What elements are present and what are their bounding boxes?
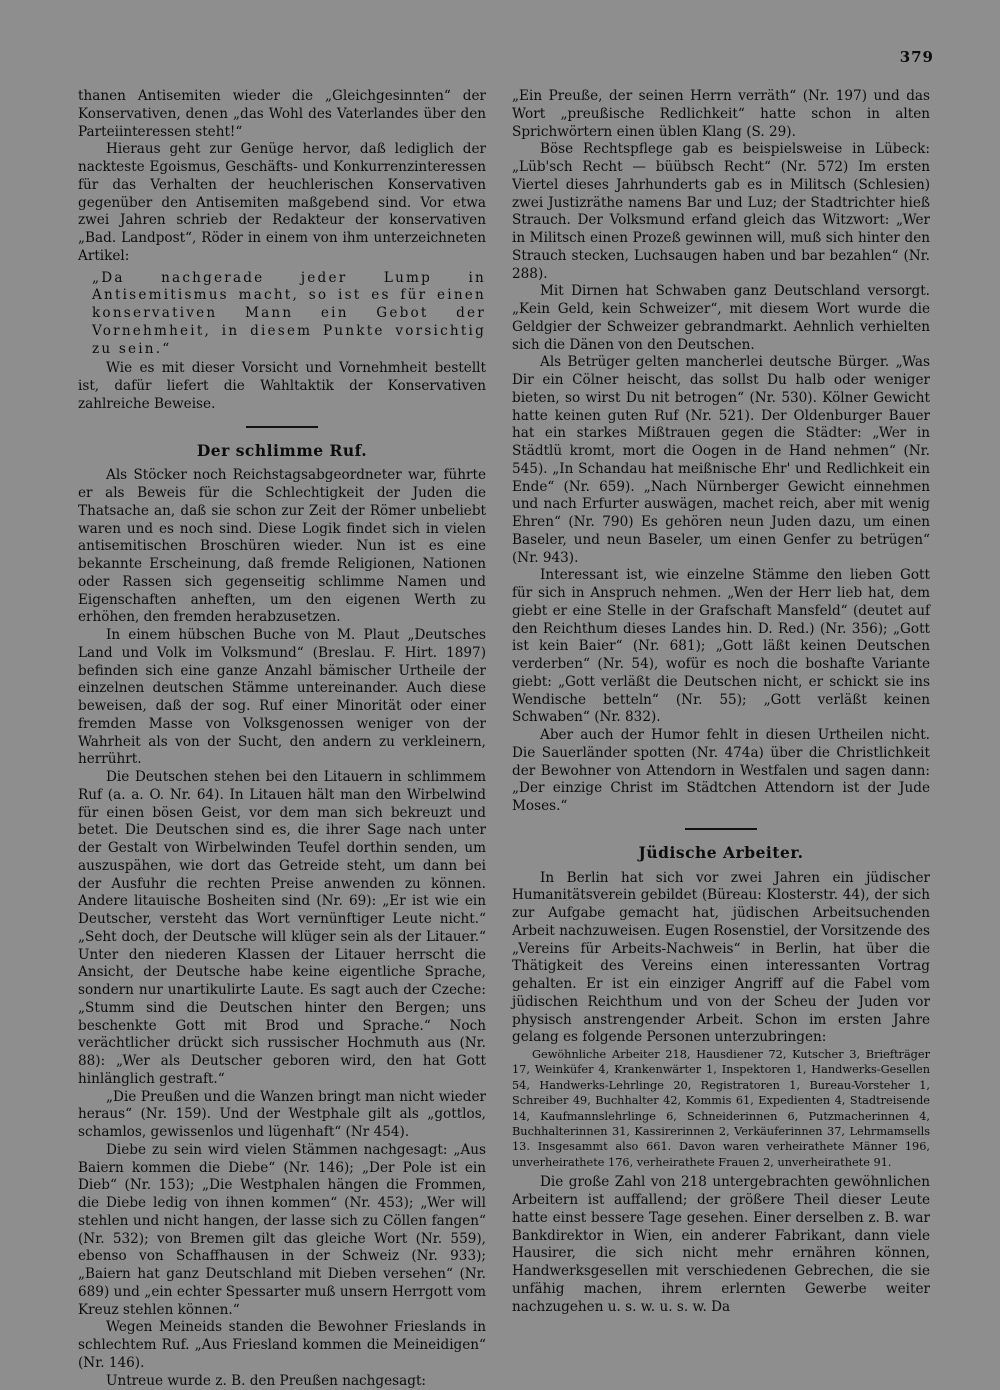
paragraph: Als Stöcker noch Reichstagsabgeordneter war, führte er als Beweis für die Schlechtigkeit der Juden die Thatsache an, daß sie schon zur Zeit der Römer unbeliebt waren und es noch sind. Diese Logik findet sich in vielen antisemitischen Broschüren wieder. Nun ist es eine bekannte Erscheinung, daß fremde Religionen, Nationen oder Rassen sich gegenseitig schlimme Namen und Eigenschaften anheften, um den eigenen Werth zu erhöhen, den fremden herabzusetzen. [78,467,486,627]
paragraph: Böse Rechtspflege gab es beispielsweise in Lübeck: „Lüb'sch Recht — büübsch Recht“ (Nr. 572) Im ersten Viertel dieses Jahrhunderts gab es in Militsch (Schlesien) zwei Justizräthe namens Bar und Luz; der Stadtrichter hieß Strauch. Der Volksmund erfand gleich das Witzwort: „Wer in Militsch einen Prozeß gewinnen will, muß sich hinter den Strauch stecken, Luchsaugen haben und bar bezahlen“ (Nr. 288). [512,141,930,283]
section-heading: Jüdische Arbeiter. [512,844,930,862]
paragraph: Wegen Meineids standen die Bewohner Frieslands in schlechtem Ruf. „Aus Friesland kommen die Meineidigen“ (Nr. 146). [78,1319,486,1372]
paragraph: Hieraus geht zur Genüge hervor, daß lediglich der nackteste Egoismus, Geschäfts- und Konkurrenzinteressen für das Verhalten der heuchlerischen Konservativen gegenüber den Antisemiten maßgebend sind. Vor etwa zwei Jahren schrieb der Redakteur der konservativen „Bad. Landpost“, Röder in einem von ihm unterzeichneten Artikel: [78,141,486,265]
section-divider [246,426,318,428]
paragraph: In einem hübschen Buche von M. Plaut „Deutsches Land und Volk im Volksmund“ (Breslau. F. Hirt. 1897) befinden sich eine ganze Anzahl bämischer Urtheile der einzelnen deutschen Stämme untereinander. Auch diese beweisen, daß der sog. Ruf einer Minorität oder einer fremden Masse von Volksgenossen weniger von der Wahrheit als von der Sucht, den andern zu verkleinern, herrührt. [78,627,486,769]
paragraph: Die große Zahl von 218 untergebrachten gewöhnlichen Arbeitern ist auffallend; der größere Theil dieser Leute hatte einst bessere Tage gesehen. Einer derselben z. B. war Bankdirektor in Wien, ein anderer Fabrikant, dann viele Hausirer, die sich nicht mehr ernähren können, Handwerksgesellen mit verschiedenen Gebrechen, die sie unfähig machen, ihrem erlernten Gewerbe weiter nachzugehen u. s. w. u. s. w. Da [512,1174,930,1316]
left-column [78,88,486,1390]
paragraph: Mit Dirnen hat Schwaben ganz Deutschland versorgt. „Kein Geld, kein Schweizer“, mit diesem Wort wurde die Geldgier der Schweizer gebrandmarkt. Aehnlich verhielten sich die Dänen von den Deutschen. [512,283,930,354]
page-number: 379 [900,48,934,66]
paragraph: „Die Preußen und die Wanzen bringt man nicht wieder heraus“ (Nr. 159). Und der Westphale gilt als „gottlos, schamlos, gewissenlos und lügenhaft“ (Nr 454). [78,1089,486,1142]
paragraph: Diebe zu sein wird vielen Stämmen nachgesagt: „Aus Baiern kommen die Diebe“ (Nr. 146); „Der Pole ist ein Dieb“ (Nr. 153); „Die Westphalen hängen die Frommen, die Diebe ledig von ihnen kommen“ (Nr. 453); „Wer will stehlen und nicht hangen, der lasse sich zu Cöllen fangen“ (Nr. 532); von Bremen gilt das gleiche Wort (Nr. 559), ebenso von Schaffhausen in der Schweiz (Nr. 933); „Baiern hat ganz Deutschland mit Dieben versehen“ (Nr. 689) und „ein echter Spessarter muß unsern Herrgott vom Kreuz stehlen können.“ [78,1142,486,1320]
statistics-paragraph: Gewöhnliche Arbeiter 218, Hausdiener 72, Kutscher 3, Briefträger 17, Weinküfer 4, Krankenwärter 1, Inspektoren 1, Handwerks-Gesellen 54, Handwerks-Lehrlinge 20, Registratoren 1, Bureau-Vorsteher 1, Schreiber 49, Buchhalter 42, Kommis 61, Expedienten 4, Stadtreisende 14, Kaufmannslehrlinge 6, Schneiderinnen 6, Putzmacherinnen 4, Buchhalterinnen 31, Kassirerinnen 2, Verkäuferinnen 37, Lehrmamsells 13. Insgesammt also 661. Davon waren verheirathete Männer 196, unverheirathete 176, verheirathete Frauen 2, unverheirathete 91. [512,1047,930,1170]
paragraph: thanen Antisemiten wieder die „Gleichgesinnten“ der Konservativen, denen „das Wohl des Vaterlandes über den Parteiinteressen steht!“ [78,88,486,141]
section-heading: Der schlimme Ruf. [78,442,486,460]
paragraph: Untreue wurde z. B. den Preußen nachgesagt: [78,1373,486,1390]
paragraph: In Berlin hat sich vor zwei Jahren ein jüdischer Humanitätsverein gebildet (Büreau: Klosterstr. 44), der sich zur Aufgabe gemacht hat, jüdischen Arbeitsuchenden Arbeit nachzuweisen. Eugen Rosenstiel, der Vorsitzende des „Vereins für Arbeits-Nachweis“ in Berlin, hat über die Thätigkeit des Vereins einen interessanten Vortrag gehalten. Er ist ein einziger Angriff auf die Fabel vom jüdischen Reichthum und von der Scheu der Juden vor physisch anstrengender Arbeit. Schon im ersten Jahre gelang es folgende Personen unterzubringen: [512,870,930,1048]
paragraph: Wie es mit dieser Vorsicht und Vornehmheit bestellt ist, dafür liefert die Wahltaktik der Konservativen zahlreiche Beweise. [78,360,486,413]
paragraph: Aber auch der Humor fehlt in diesen Urtheilen nicht. Die Sauerländer spotten (Nr. 474a) über die Christlichkeit der Bewohner von Attendorn in Westfalen und sagen dann: „Der einzige Christ im Städtchen Attendorn ist der Jude Moses.“ [512,727,930,816]
block-quote: „Da nachgerade jeder Lump in Antisemitismus macht, so ist es für einen konservativen Mann ein Gebot der Vornehmheit, in diesem Punkte vorsichtig zu sein.“ [92,270,486,359]
paragraph: „Ein Preuße, der seinen Herrn verräth“ (Nr. 197) und das Wort „preußische Redlichkeit“ hatte schon in alten Sprichwörtern einen üblen Klang (S. 29). [512,88,930,141]
right-column [512,88,930,1316]
section-divider [685,828,757,830]
paragraph: Interessant ist, wie einzelne Stämme den lieben Gott für sich in Anspruch nehmen. „Wen der Herr lieb hat, dem giebt er eine Stelle in der Grafschaft Mansfeld“ (deutet auf den Reichthum dieses Landes hin. D. Red.) (Nr. 356); „Gott ist kein Baier“ (Nr. 681); „Gott läßt keinen Deutschen verderben“ (Nr. 54), wofür es noch die boshafte Variante giebt: „Gott verläßt die Deutschen nicht, er schickt sie ins Wendische betteln“ (Nr. 55); „Gott verläßt keinen Schwaben“ (Nr. 832). [512,567,930,727]
paragraph: Als Betrüger gelten mancherlei deutsche Bürger. „Was Dir ein Cölner heischt, das sollst Du halb oder weniger bieten, so wirst Du nit betrogen“ (Nr. 530). Kölner Gewicht hatte keinen guten Ruf (Nr. 521). Der Oldenburger Bauer hat ein starkes Mißtrauen gegen die Städter: „Wer in Städtlü kromt, mort die Oogen in de Hand nehmen“ (Nr. 545). „In Schandau hat meißnische Ehr' und Redlichkeit ein Ende“ (Nr. 659). „Nach Nürnberger Gewicht einnehmen und nach Erfurter auswägen, machet reich, aber mit wenig Ehren“ (Nr. 790) Es gehören neun Juden dazu, um einen Baseler, und neun Baseler, um einen Genfer zu betrügen“ (Nr. 943). [512,354,930,567]
paragraph: Die Deutschen stehen bei den Litauern in schlimmem Ruf (a. a. O. Nr. 64). In Litauen hält man den Wirbelwind für einen bösen Geist, vor dem man sich bekreuzt und betet. Die Deutschen sind es, die ihrer Sage nach unter der Gestalt von Wirbelwinden Teufel dorthin senden, um auszuspähen, wie dort das Getreide steht, um dann bei der Ausfuhr die rechten Preise anwenden zu können. Andere litauische Bosheiten sind (Nr. 69): „Er ist wie ein Deutscher, versteht das Wort vernünftiger Leute nicht.“ „Seht doch, der Deutsche will klüger sein als der Litauer.“ Unter den niederen Klassen der Litauer herrscht die Ansicht, der Deutsche habe keine eigentliche Sprache, sondern nur unartikulirte Laute. Es sagt auch der Czeche: „Stumm sind die Deutschen hinter den Bergen; uns beschenkte Gott mit Brod und Sprache.“ Noch verächtlicher drückt sich russischer Hochmuth aus (Nr. 88): „Wer als Deutscher geboren wird, den hat Gott hinlänglich gestraft.“ [78,769,486,1089]
